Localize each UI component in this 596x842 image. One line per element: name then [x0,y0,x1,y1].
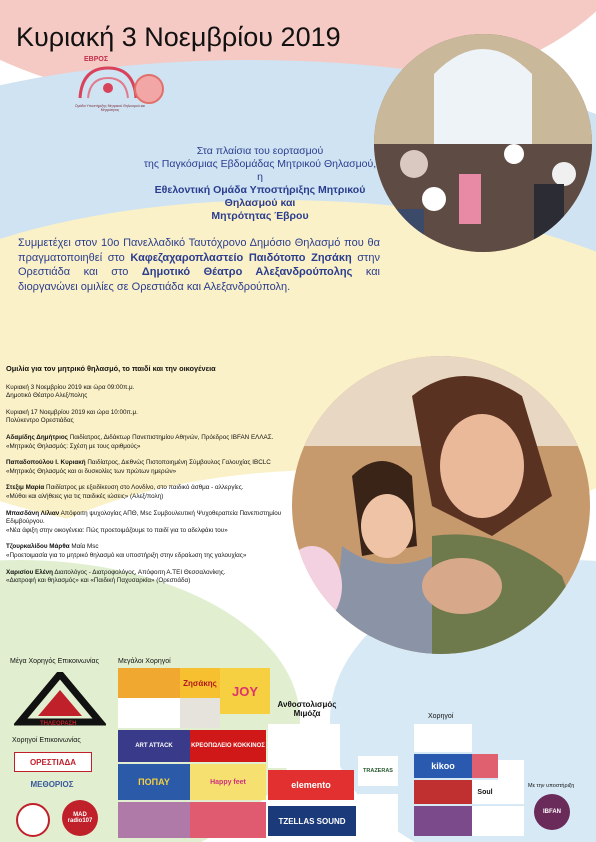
talk-when-2: Κυριακή 17 Νοεμβρίου 2019 και ώρα 10:00π.μ. [6,408,138,416]
speaker-4 [6,510,296,536]
org-name: ΕΒΡΟΣ [84,56,109,63]
ibfan-logo: IBFAN [534,794,570,830]
talks-heading: Ομιλία για τον μητρικό θηλασμό, το παιδί και την οικογένεια [6,364,216,373]
sponsor-tile [118,668,180,698]
evros-logo-icon [72,58,144,106]
speaker-name: Χαρισίου Ελένη [6,568,53,576]
page-title: Κυριακή 3 Νοεμβρίου 2019 [16,22,341,52]
para-text-2: στην Ορεστιάδα και στο [18,251,381,278]
speaker-2 [6,459,296,476]
speaker-name: Στεξιμ Μαρία [6,484,45,492]
intro-line-5: Μητρότητας Έβρου [211,210,309,222]
talk-date-2 [6,409,296,426]
elemento-logo: elemento [268,770,354,800]
happy-feet-logo: Happy feet [190,764,266,800]
speaker-name: Αδαμίδης Δημήτριος [6,433,68,441]
sponsors-label: Χορηγοί [428,713,454,720]
orestiada-tv-logo: ΟΡΕΣΤΙΑΔΑ [14,752,92,772]
para-highlight-2: Δημοτικό Θέατρο Αλεξανδρούπολης [141,266,353,278]
support-label: Με την υποστήριξη [528,783,575,789]
speaker-3 [6,484,296,501]
partner-logo-icon [134,74,164,104]
speaker-5 [6,543,296,560]
sponsor-tile [414,724,472,752]
speaker-bio: Μαία Msc [69,543,99,551]
speaker-name: Παπαδοπούλου Ι. Κυριακή [6,459,86,467]
sponsor-tile [118,698,180,728]
speaker-bio: Παιδίατρος, Διδάκτωρ Πανεπιστημίου Αθηνών, Πρόεδρος IBFAN ΕΛΛΑΣ. [67,433,274,441]
sponsor-tile [414,806,472,836]
speaker-6 [6,569,296,586]
sponsor-tile [180,698,220,728]
soul-logo: Soul [472,780,498,804]
speaker-bio: Διαιτολόγος - Διατροφολόγος, Απόφοιτη Α.ΤΕΙ Θεσσαλονίκης. [52,568,226,576]
mother-children-photo [292,356,590,654]
sponsor-tile [498,760,524,804]
speaker-topic: «Νέα άφιξη στην οικογένεια: Πώς προετοιμάζουμε το παιδί για το αδελφάκι του» [6,526,228,534]
speaker-topic: «Προετοιμασία για το μητρικό θηλασμό και υποστήριξη στην εδραίωση της γαλουχίας» [6,551,247,559]
para-text-3: και διοργανώνει ομιλίες σε Ορεστιάδα και Αλεξανδρούπολη. [18,266,380,293]
speaker-bio: Παιδίατρος, Διεθνώς Πιστοποιημένη Σύμβουλος Γαλουχίας IBCLC [85,459,271,467]
intro-line-3: η [257,171,263,183]
intro-line-2: της Παγκόσμιας Εβδομάδας Μητρικού Θηλασμού, [143,158,377,170]
joy-logo: JOY [220,668,270,714]
org-subtitle: Ομάδα Υποστήριξης Μητρικού Θηλασμού και Μητρότητας [74,104,146,112]
sponsor-tile [118,802,190,838]
sponsor-tile [190,802,266,838]
popay-logo: ΠΟΠΑΥ [118,764,190,800]
media-grand-sponsor-label: Μέγα Χορηγός Επικοινωνίας [10,658,99,665]
intro-line-1: Στα πλαίσια του εορτασμού [196,145,324,157]
talks-section [6,365,296,594]
kreopoleio-logo: ΚΡΕΟΠΩΛΕΙΟ ΚΟΚΚΙΝΟΣ [190,730,266,762]
speaker-topic: «Διατροφή και θηλασμός» και «Παιδική Παχυσαρκία» (Ορεστιάδα) [6,577,191,585]
para-text-1: Συμμετέχει στον 10ο Πανελλαδικό Ταυτόχρονο Δημόσιο Θηλασμό που θα πραγματοποιηθεί στο [18,237,380,264]
speaker-bio: Παιδίατρος με εξειδίκευση στο Λονδίνο, στο παιδικό άσθμα - αλλεργίες. [44,484,244,492]
talk-when-1: Κυριακή 3 Νοεμβρίου 2019 και ώρα 09:00π.μ. [6,383,135,391]
para-highlight-1: Καφεζαχαροπλαστείο Παιδότοπο Ζησάκη [130,251,352,264]
art-attack-logo: ART ATTACK [118,730,190,762]
speaker-topic: «Μητρικός Θηλασμός: Σχέση με τους αριθμούς» [6,442,141,450]
speaker-name: Τζουρκαλίδου Μάρθα [6,543,70,551]
bouquet-sponsor-label: Ανθοστολισμός Μιμόζα [277,700,337,718]
intro-text [130,145,390,223]
sponsor-tile [472,754,498,778]
talk-where-2: Πολύκεντρο Ορεστιάδας [6,417,74,425]
speaker-1 [6,434,296,451]
mad-radio-logo: MAD radio107 [62,800,98,836]
tv-logo-label: ΤΗΛΕΟΡΑΣΗ [40,721,77,727]
radio-logo-icon [16,803,50,837]
speaker-topic: «Μητρικός Θηλασμός και οι δυσκολίες των πρώτων ημερών» [6,467,177,475]
speaker-topic: «Μύθοι και αλήθειες για τις παιδικές ιώσεις» (Αλεξ/πολη) [6,492,164,500]
speaker-bio: Απόφοιτη ψυχολογίας ΑΠΘ, Msc Συμβουλευτική Ψυχοθεραπεία Πανεπιστημίου Εδιμβούργου. [6,509,282,526]
grand-sponsors-label: Μεγάλοι Χορηγοί [118,658,171,665]
zisakis-logo: Ζησάκης [180,668,220,698]
talk-where-1: Δημοτικό Θέατρο Αλεξ/πολης [6,392,88,400]
kikoo-logo: kikoo [414,754,472,778]
tzellas-sound-logo: TZELLAS SOUND [268,806,356,836]
intro-line-4: Εθελοντική Ομάδα Υποστήριξης Μητρικού Θηλασμού και [154,184,366,209]
main-paragraph [18,236,380,294]
speaker-name: Μπασδάνη Λίλιαν [6,509,60,517]
sponsor-tile [472,806,524,836]
sponsor-tile [358,794,398,834]
talk-date-1 [6,384,296,401]
media-sponsors-label: Χορηγοί Επικοινωνίας [12,737,81,744]
mimoza-florist-logo [268,724,340,768]
methorios-logo: ΜΕΘΟΡΙΟΣ [30,780,74,789]
sponsor-tile [414,780,472,804]
event-crowd-photo [374,34,592,252]
trazeras-logo: TRAZERAS [358,756,398,786]
